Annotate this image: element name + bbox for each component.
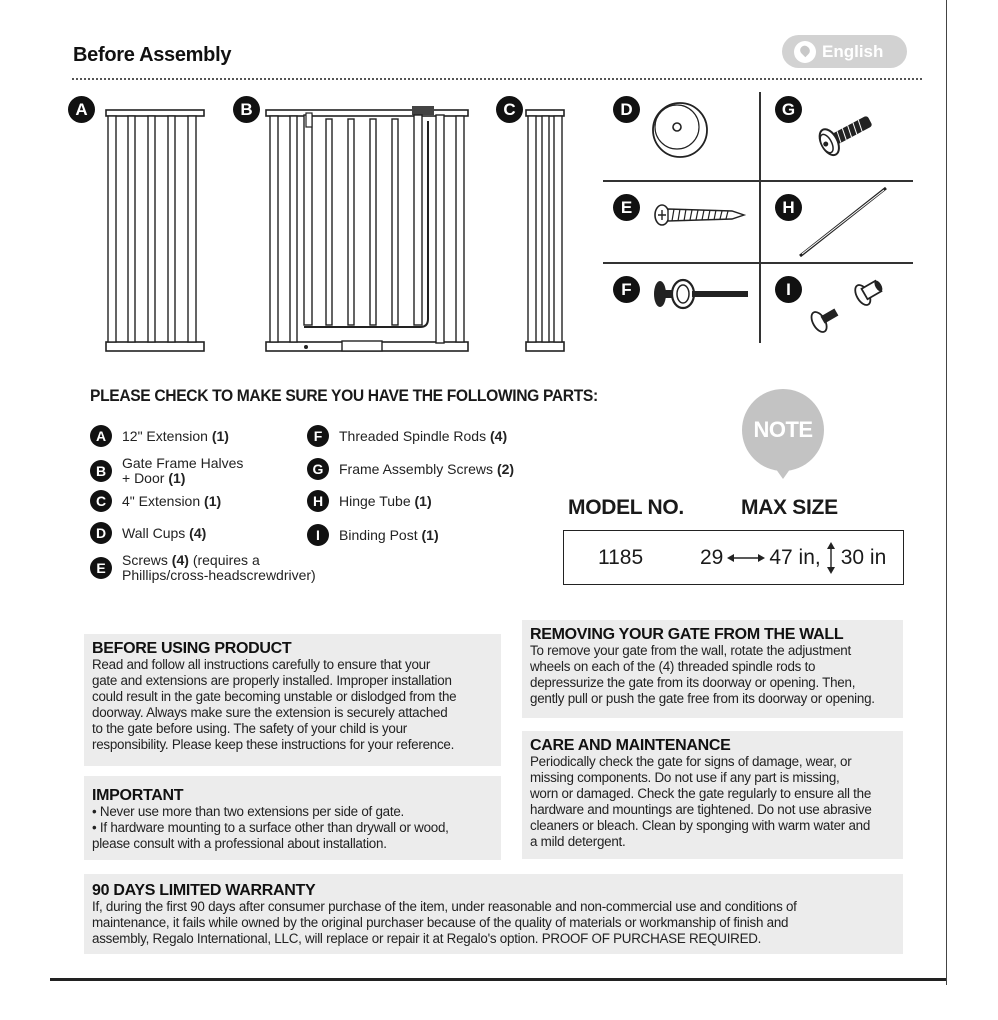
page-title: Before Assembly <box>73 44 232 66</box>
care-line-5: cleaners or bleach. Clean by sponging with warm water and <box>530 818 871 833</box>
part-c-4in-extension-illustration <box>520 105 570 357</box>
part-badge-d: D <box>613 96 640 123</box>
height-value: 30 in <box>840 545 887 569</box>
care-line-3: worn or damaged. Check the gate regularly to ensure all the <box>530 786 872 801</box>
part-badge-i: I <box>775 276 802 303</box>
checklist-item-h <box>307 490 432 512</box>
checklist-item-e <box>90 553 316 583</box>
parts-grid-divider-row1 <box>603 180 913 182</box>
removing-line-4: gently pull or push the gate free from its doorway or opening. <box>530 691 875 706</box>
care-line-2: missing components. Do not use if any part is missing, <box>530 770 840 785</box>
part-badge-g: G <box>775 96 802 123</box>
removing-line-1: To remove your gate from the wall, rotate the adjustment <box>530 643 851 658</box>
part-badge-h: H <box>775 194 802 221</box>
removing-title: REMOVING YOUR GATE FROM THE WALL <box>530 626 844 643</box>
checklist-name-g: Frame Assembly Screws <box>339 460 494 477</box>
checklist-badge-h: H <box>307 490 329 512</box>
checklist-qty-b: (1) <box>168 470 186 486</box>
checklist-item-b <box>90 456 243 486</box>
checklist-badge-d: D <box>90 522 112 544</box>
part-badge-b: B <box>233 96 260 123</box>
warranty-title: 90 DAYS LIMITED WARRANTY <box>92 882 316 899</box>
checklist-item-g <box>307 458 514 480</box>
warranty-line-2: maintenance, it fails while owned by the original purchaser because of the quality of materials or workmanship of finish and <box>92 915 789 930</box>
warranty-section <box>84 874 903 954</box>
language-icon <box>794 41 816 63</box>
checklist-item-f <box>307 425 507 447</box>
model-number-value: 1185 <box>598 545 644 569</box>
checklist-badge-g: G <box>307 458 329 480</box>
width-max: 47 in, <box>769 545 821 569</box>
note-badge: NOTE <box>742 389 824 471</box>
removing-section <box>522 620 903 718</box>
checklist-name-e: Screws <box>122 552 168 568</box>
care-line-4: hardware and mountings are tightened. Do not use abrasive <box>530 802 872 817</box>
checklist-qty-d: (4) <box>189 524 207 541</box>
part-g-frame-screw-illustration <box>808 108 878 163</box>
checklist-name-f: Threaded Spindle Rods <box>339 427 487 444</box>
important-line-1: • Never use more than two extensions per side of gate. <box>92 804 404 819</box>
important-title: IMPORTANT <box>92 787 184 804</box>
part-f-spindle-rod-illustration <box>652 277 752 311</box>
before-using-line-1: Read and follow all instructions carefully to ensure that your <box>92 657 431 672</box>
checklist-item-a <box>90 425 229 447</box>
warranty-line-3: assembly, Regalo International, LLC, will replace or repair it at Regalo's option. PROOF OF PURCHASE REQUIRED. <box>92 931 762 946</box>
checklist-badge-f: F <box>307 425 329 447</box>
removing-line-3: depressurize the gate from its doorway or opening. Then, <box>530 675 856 690</box>
removing-line-2: wheels on each of the (4) threaded spindle rods to <box>530 659 816 674</box>
part-badge-f: F <box>613 276 640 303</box>
model-size-box <box>563 530 904 585</box>
part-d-wall-cup-illustration <box>650 100 712 162</box>
checklist-badge-e: E <box>90 557 112 579</box>
warranty-line-1: If, during the first 90 days after consumer purchase of the item, under reasonable and non-commercial use and conditions of <box>92 899 797 914</box>
checklist-badge-c: C <box>90 490 112 512</box>
important-line-3: please consult with a professional about installation. <box>92 836 387 851</box>
model-number-label: MODEL NO. <box>568 496 684 519</box>
width-min: 29 <box>700 545 724 569</box>
language-button[interactable] <box>782 35 907 68</box>
parts-grid-divider-row2 <box>603 262 913 264</box>
checklist-item-i <box>307 524 439 546</box>
important-section <box>84 776 501 860</box>
before-using-line-6: responsibility. Please keep these instructions for your reference. <box>92 737 455 752</box>
important-line-2: • If hardware mounting to a surface other than drywall or wood, <box>92 820 449 835</box>
checklist-qty-a: (1) <box>211 427 229 444</box>
checklist-name-b-line2: + Door <box>122 470 165 486</box>
checklist-qty-h: (1) <box>414 492 432 509</box>
checklist-name-c: 4" Extension <box>122 492 201 509</box>
checklist-badge-a: A <box>90 425 112 447</box>
checklist-note-e-line1: (requires a <box>192 552 260 568</box>
checklist-qty-i: (1) <box>421 526 439 543</box>
parts-grid-divider-vertical <box>759 92 761 343</box>
care-line-6: a mild detergent. <box>530 834 626 849</box>
part-h-hinge-tube-illustration <box>796 184 891 260</box>
care-line-1: Periodically check the gate for signs of damage, wear, or <box>530 754 852 769</box>
part-badge-c: C <box>496 96 523 123</box>
checklist-name-b-line1: Gate Frame Halves <box>122 455 244 471</box>
max-size-value <box>700 542 886 574</box>
before-using-title: BEFORE USING PRODUCT <box>92 640 292 657</box>
max-size-label: MAX SIZE <box>741 496 838 519</box>
checklist-heading: PLEASE CHECK TO MAKE SURE YOU HAVE THE FOLLOWING PARTS: <box>90 386 598 405</box>
language-label: English <box>822 41 884 61</box>
checklist-name-d: Wall Cups <box>122 524 186 541</box>
part-e-screw-illustration <box>652 200 747 230</box>
height-arrow-icon <box>825 542 837 574</box>
checklist-name-i: Binding Post <box>339 526 418 543</box>
checklist-name-h: Hinge Tube <box>339 492 411 509</box>
before-using-line-3: could result in the gate becoming unstable or dislodged from the <box>92 689 457 704</box>
header-divider <box>72 78 922 80</box>
part-a-12in-extension-illustration <box>100 105 210 357</box>
care-section <box>522 731 903 859</box>
checklist-item-c <box>90 490 221 512</box>
checklist-badge-i: I <box>307 524 329 546</box>
footer-rule <box>50 978 946 981</box>
checklist-qty-c: (1) <box>204 492 222 509</box>
checklist-qty-f: (4) <box>490 427 508 444</box>
checklist-qty-g: (2) <box>496 460 515 477</box>
note-badge-tail <box>773 465 793 479</box>
page-edge-rule <box>946 0 947 985</box>
before-using-line-2: gate and extensions are properly installed. Improper installation <box>92 673 452 688</box>
part-badge-a: A <box>68 96 95 123</box>
width-range-arrow-icon <box>727 552 765 564</box>
checklist-name-a: 12" Extension <box>122 427 208 444</box>
before-using-section <box>84 634 501 766</box>
checklist-qty-e: (4) <box>171 552 189 568</box>
checklist-note-e-line2: Phillips/cross-headscrewdriver) <box>122 567 316 583</box>
before-using-line-4: doorway. Always make sure the extension is securely attached <box>92 705 448 720</box>
checklist-badge-b: B <box>90 460 112 482</box>
part-i-binding-post-illustration <box>806 276 888 336</box>
before-using-line-5: to the gate before using. The safety of your child is your <box>92 721 408 736</box>
checklist-item-d <box>90 522 206 544</box>
care-title: CARE AND MAINTENANCE <box>530 737 731 754</box>
part-badge-e: E <box>613 194 640 221</box>
part-b-gate-frame-illustration <box>262 105 472 357</box>
